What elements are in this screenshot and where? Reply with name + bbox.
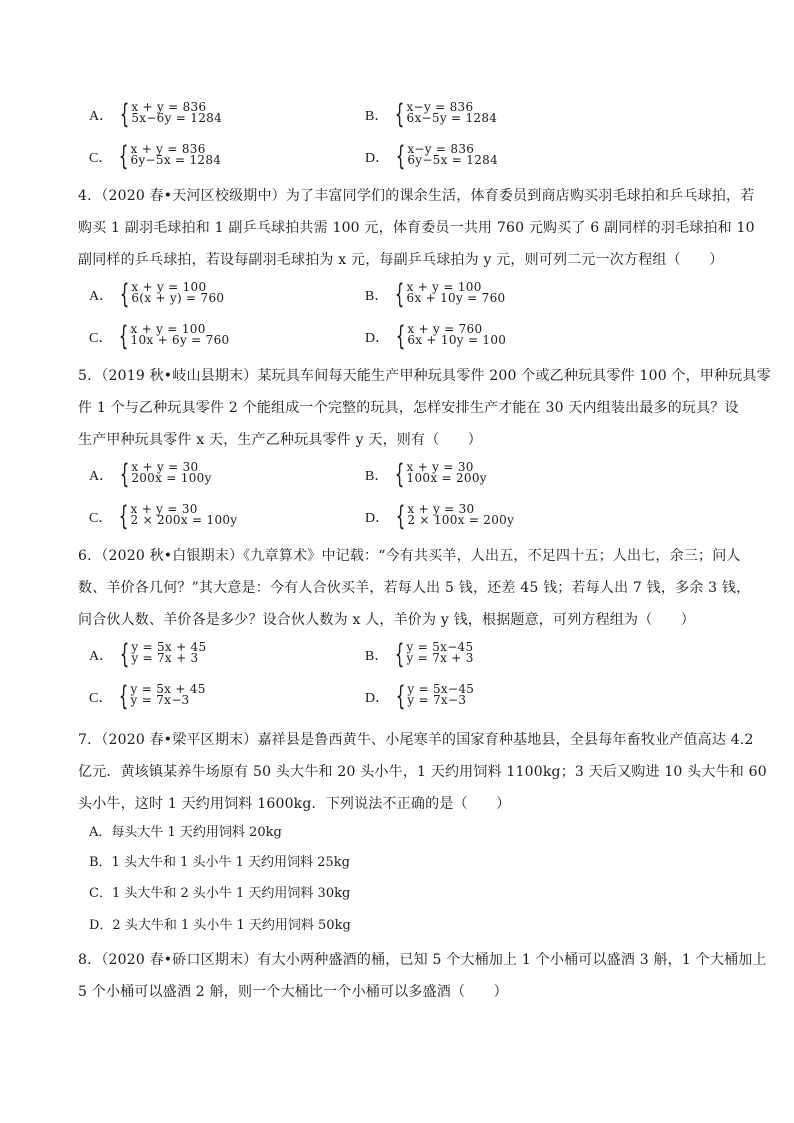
equation-2: 100x = 200y (406, 471, 487, 485)
equation-2: y = 7x−3 (130, 693, 190, 707)
equation-system (395, 681, 475, 712)
q3-option-b[interactable] (365, 99, 498, 130)
option-label: B． (365, 289, 389, 304)
brace-icon: { (395, 459, 405, 490)
q4-option-d[interactable] (365, 321, 507, 352)
brace-icon: { (119, 639, 130, 670)
q6-stem-line-3: 问合伙人数、羊价各是多少？设合伙人数为 x 人，羊价为 y 钱，根据题意，可列方程组为（ ） (78, 612, 696, 628)
q4-stem-line-2: 购买 1 副羽毛球拍和 1 副乒乓球拍共需 100 元，体育委员一共用 760 元购买了 6 副同样的羽毛球拍和 10 (78, 220, 755, 236)
brace-icon: { (395, 99, 405, 130)
q7-stem-line-2: 亿元．黄垓镇某养牛场原有 50 头大牛和 20 头小牛，1 天约用饲料 1100kg；3 天后又购进 10 头大牛和 60 (78, 764, 767, 780)
equation-2: y = 7x + 3 (131, 651, 199, 665)
equation-1: y = 5x + 45 (130, 682, 206, 696)
q4-stem-line-1: 4．（2020 春•天河区校级期中）为了丰富同学们的课余生活，体育委员到商店购买羽毛球拍和乒乓球拍，若 (78, 188, 755, 204)
equation-system (119, 639, 207, 670)
q5-option-d[interactable] (365, 501, 515, 532)
equation-1: x + y = 30 (406, 460, 474, 474)
equation-system (118, 321, 230, 352)
brace-icon: { (395, 681, 406, 712)
equation-2: 2 × 100x = 200y (407, 513, 515, 527)
equation-1: x + y = 30 (130, 502, 198, 516)
equation-system (118, 501, 238, 532)
q3-option-c[interactable] (89, 141, 222, 172)
option-label: C． (89, 151, 113, 166)
q7-option-b[interactable]: B．1 头大牛和 1 头小牛 1 天约用饲料 25kg (89, 855, 350, 870)
option-label: C． (89, 691, 113, 706)
brace-icon: { (119, 321, 129, 352)
q7-option-d[interactable]: D．2 头大牛和 1 头小牛 1 天约用饲料 50kg (89, 918, 351, 933)
equation-1: x + y = 30 (131, 460, 199, 474)
q7-stem-line-1: 7．（2020 春•梁平区期末）嘉祥县是鲁西黄牛、小尾寒羊的国家育种基地县，全县每年畜牧业产值高达 4.2 (78, 732, 754, 748)
equation-1: y = 5x−45 (406, 640, 474, 654)
q8-stem-line-1: 8．（2020 春•硚口区期末）有大小两种盛酒的桶，已知 5 个大桶加上 1 个小桶可以盛酒 3 斛，1 个大桶加上 (78, 952, 767, 968)
q3-option-a[interactable] (89, 99, 223, 130)
equation-2: y = 7x + 3 (406, 651, 474, 665)
equation-system (118, 141, 222, 172)
option-label: B． (365, 109, 389, 124)
equation-2: 200x = 100y (131, 471, 212, 485)
option-label: B． (365, 649, 389, 664)
equation-1: x + y = 760 (407, 322, 483, 336)
brace-icon: { (119, 99, 130, 130)
option-label: B． (365, 469, 389, 484)
equation-1: y = 5x + 45 (131, 640, 207, 654)
equation-system (394, 639, 474, 670)
equation-1: x−y = 836 (407, 142, 475, 156)
q4-option-a[interactable] (89, 279, 225, 310)
option-label: C． (89, 331, 113, 346)
q6-option-c[interactable] (89, 681, 206, 712)
q4-stem-line-3: 副同样的乒乓球拍，若设每副羽毛球拍为 x 元，每副乒乓球拍为 y 元，则可列二元一次方程组（ ） (78, 252, 724, 268)
q5-stem-line-3: 生产甲种玩具零件 x 天，生产乙种玩具零件 y 天，则有（ ） (78, 432, 483, 448)
equation-2: 6y−5x = 1284 (407, 153, 499, 167)
equation-system (119, 99, 223, 130)
option-label: C． (89, 511, 113, 526)
option-label: D． (365, 151, 390, 166)
equation-2: 6x−5y = 1284 (406, 111, 498, 125)
equation-2: 2 × 200x = 100y (130, 513, 238, 527)
option-label: A． (89, 109, 114, 124)
q5-option-c[interactable] (89, 501, 238, 532)
equation-system (119, 279, 225, 310)
q6-option-a[interactable] (89, 639, 207, 670)
q6-option-b[interactable] (365, 639, 474, 670)
equation-1: y = 5x−45 (407, 682, 475, 696)
q6-stem-line-2: 数、羊价各几何？”其大意是：今有人合伙买羊，若每人出 5 钱，还差 45 钱；若每人出 7 钱，多余 3 钱， (78, 580, 751, 596)
q5-stem-line-2: 件 1 个与乙种玩具零件 2 个能组成一个完整的玩具，怎样安排生产才能在 30 天内组装出最多的玩具？设 (78, 400, 739, 416)
equation-system (395, 321, 507, 352)
option-label: A． (89, 289, 114, 304)
option-label: D． (365, 331, 390, 346)
brace-icon: { (119, 501, 129, 532)
q6-option-d[interactable] (365, 681, 475, 712)
q7-stem-line-3: 头小牛，这时 1 天约用饲料 1600kg．下列说法不正确的是（ ） (78, 796, 511, 812)
brace-icon: { (395, 141, 406, 172)
option-label: D． (365, 691, 390, 706)
equation-2: 5x−6y = 1284 (131, 111, 223, 125)
brace-icon: { (119, 459, 130, 490)
equation-2: 6x + 10y = 760 (406, 291, 506, 305)
q3-option-d[interactable] (365, 141, 499, 172)
brace-icon: { (119, 681, 129, 712)
q4-option-b[interactable] (365, 279, 506, 310)
q7-option-a[interactable]: A．每头大牛 1 天约用饲料 20kg (89, 825, 282, 840)
equation-2: 6x + 10y = 100 (407, 333, 507, 347)
brace-icon: { (395, 279, 405, 310)
equation-2: 6y−5x = 1284 (130, 153, 222, 167)
q6-stem-line-1: 6．（2020 秋•白银期末）《九章算术》中记载：“今有共买羊，人出五，不足四十五；人出七，余三；问人 (78, 548, 741, 564)
equation-system (118, 681, 206, 712)
q4-option-c[interactable] (89, 321, 230, 352)
equation-2: 6(x + y) = 760 (131, 291, 225, 305)
option-label: A． (89, 649, 114, 664)
q8-stem-line-2: 5 个小桶可以盛酒 2 斛，则一个大桶比一个小桶可以多盛酒（ ） (78, 984, 508, 1000)
equation-2: 10x + 6y = 760 (130, 333, 230, 347)
equation-2: y = 7x−3 (407, 693, 467, 707)
equation-1: x + y = 836 (130, 142, 206, 156)
equation-system (395, 501, 515, 532)
equation-system (394, 99, 498, 130)
q5-option-a[interactable] (89, 459, 212, 490)
equation-1: x + y = 100 (131, 280, 207, 294)
equation-1: x−y = 836 (406, 100, 474, 114)
option-label: D． (365, 511, 390, 526)
equation-system (119, 459, 212, 490)
equation-1: x + y = 836 (131, 100, 207, 114)
equation-system (394, 459, 487, 490)
equation-system (394, 279, 506, 310)
equation-1: x + y = 30 (407, 502, 475, 516)
q7-option-c[interactable]: C．1 头大牛和 2 头小牛 1 天约用饲料 30kg (89, 886, 351, 901)
q5-option-b[interactable] (365, 459, 487, 490)
option-label: A． (89, 469, 114, 484)
brace-icon: { (119, 279, 130, 310)
brace-icon: { (395, 321, 406, 352)
equation-1: x + y = 100 (130, 322, 206, 336)
q5-stem-line-1: 5．（2019 秋•岐山县期末）某玩具车间每天能生产甲种玩具零件 200 个或乙种玩具零件 100 个，甲种玩具零 (78, 368, 771, 384)
equation-system (395, 141, 499, 172)
brace-icon: { (395, 639, 405, 670)
brace-icon: { (395, 501, 406, 532)
brace-icon: { (119, 141, 129, 172)
equation-1: x + y = 100 (406, 280, 482, 294)
